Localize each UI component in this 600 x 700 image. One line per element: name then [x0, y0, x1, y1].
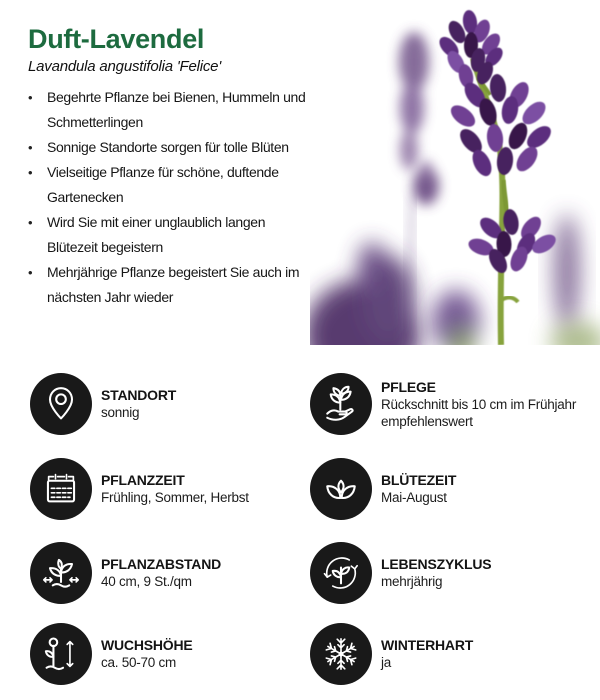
attribute-label: LEBENSZYKLUS	[381, 556, 492, 573]
attribute-value: Frühling, Sommer, Herbst	[101, 490, 249, 506]
feature-item	[28, 160, 320, 210]
feature-item	[28, 260, 320, 310]
attribute-value: 40 cm, 9 St./qm	[101, 574, 192, 590]
feature-text: Wird Sie mit einer unglaublich langen Blütezeit begeistern	[47, 214, 266, 255]
feature-text: Begehrte Pflanze bei Bienen, Hummeln und Schmetterlingen	[47, 89, 306, 130]
attribute-value: mehrjährig	[381, 574, 443, 590]
attribute-pflanzzeit	[30, 457, 249, 521]
attribute-value: ja	[381, 655, 392, 671]
bullet-marker: •	[28, 90, 33, 105]
attribute-bluetezeit	[310, 457, 456, 521]
bullet-marker: •	[28, 140, 33, 155]
feature-item	[28, 135, 320, 160]
lavender-flower-lower-cluster	[466, 208, 559, 276]
attribute-label: WINTERHART	[381, 637, 474, 654]
attribute-value: Mai-August	[381, 490, 447, 506]
bullet-marker: •	[28, 265, 33, 280]
bullet-marker: •	[28, 215, 33, 230]
feature-text: Sonnige Standorte sorgen für tolle Blüten	[47, 139, 289, 155]
flower-icon	[310, 458, 372, 520]
snowflake-icon	[310, 623, 372, 685]
attribute-label: STANDORT	[101, 387, 177, 404]
attribute-label: WUCHSHÖHE	[101, 637, 193, 654]
feature-text: Mehrjährige Pflanze begeistert Sie auch im nächsten Jahr wieder	[47, 264, 300, 305]
feature-list	[28, 85, 320, 310]
page-title: Duft-Lavendel	[28, 24, 205, 54]
attribute-pflege	[310, 372, 595, 436]
attribute-label: PFLEGE	[381, 378, 436, 395]
botanical-name: Lavandula angustifolia 'Felice'	[28, 58, 221, 75]
feature-item	[28, 210, 320, 260]
attribute-label: PFLANZZEIT	[101, 472, 185, 489]
life-cycle-icon	[310, 542, 372, 604]
bullet-marker: •	[28, 165, 33, 180]
attribute-pflanzabstand	[30, 541, 221, 605]
location-pin-icon	[30, 373, 92, 435]
feature-item	[28, 85, 320, 135]
attribute-winterhart	[310, 622, 473, 686]
attribute-standort	[30, 372, 176, 436]
attribute-label: BLÜTEZEIT	[381, 472, 457, 489]
plant-spacing-icon	[30, 542, 92, 604]
lavender-photo	[310, 0, 600, 345]
feature-text: Vielseitige Pflanze für schöne, duftende Gartenecken	[47, 164, 279, 205]
attribute-value: ca. 50-70 cm	[101, 655, 177, 671]
hand-plant-icon	[310, 373, 372, 435]
blurred-lavender-spike	[399, 32, 429, 170]
attribute-label: PFLANZABSTAND	[101, 556, 222, 573]
lavender-flower-mid-cluster	[447, 73, 555, 179]
attribute-value: Rückschnitt bis 10 cm im Frühjahr empfehlenswert	[381, 396, 577, 429]
blurred-foreground-mass	[310, 242, 420, 345]
plant-height-icon	[30, 623, 92, 685]
calendar-icon	[30, 458, 92, 520]
attribute-value: sonnig	[101, 405, 140, 421]
attribute-wuchshoehe	[30, 622, 193, 686]
attribute-lebenszyklus	[310, 541, 491, 605]
